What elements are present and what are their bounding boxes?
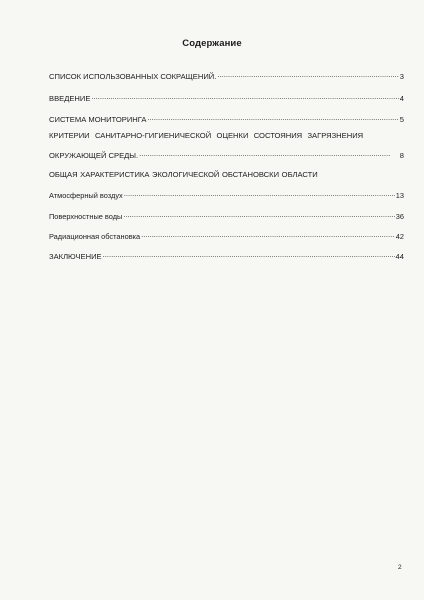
toc-entry-label: Радиационная обстановка <box>49 232 141 241</box>
page-number: 2 <box>398 564 402 571</box>
toc-entry-monitoring-system[interactable] <box>49 114 404 125</box>
toc-entry-page: 42 <box>395 232 404 241</box>
toc-entry-page: 4 <box>399 94 404 103</box>
toc-title: Содержание <box>182 38 242 49</box>
toc-entry-label: ОКРУЖАЮЩЕЙ СРЕДЫ. <box>49 151 139 160</box>
toc-entry-page: 5 <box>399 115 404 124</box>
toc-entry-label: СПИСОК ИСПОЛЬЗОВАННЫХ СОКРАЩЕНИЙ. <box>49 72 217 81</box>
toc-leader-dots <box>123 211 394 219</box>
toc-entry-label: ЗАКЛЮЧЕНИЕ <box>49 252 102 261</box>
toc-entry-radiation[interactable] <box>49 231 404 242</box>
toc-leader-dots <box>147 114 398 122</box>
toc-entry-page: 44 <box>395 252 404 261</box>
toc-entry-conclusion[interactable] <box>49 251 404 262</box>
toc-entry-page: 36 <box>395 212 404 221</box>
toc-entry-atmosphere[interactable] <box>49 190 404 201</box>
toc-entry-introduction[interactable] <box>49 93 404 104</box>
toc-leader-dots <box>217 71 398 79</box>
toc-entry-label: Атмосферный воздух <box>49 191 123 200</box>
toc-entry-surface-water[interactable] <box>49 211 404 222</box>
toc-entry-page: 8 <box>399 151 404 160</box>
toc-leader-dots <box>103 251 395 259</box>
toc-section-ecology[interactable]: ОБЩАЯ ХАРАКТЕРИСТИКА ЭКОЛОГИЧЕСКОЙ ОБСТАНОВСКИ ОБЛАСТИ <box>49 170 318 179</box>
toc-entry-label: ВВЕДЕНИЕ <box>49 94 91 103</box>
toc-entry-criteria[interactable] <box>49 150 404 161</box>
toc-leader-dots <box>124 190 395 198</box>
toc-entry-abbreviations[interactable] <box>49 71 404 82</box>
toc-leader-dots <box>139 150 391 158</box>
toc-entry-page: 13 <box>395 191 404 200</box>
toc-entry-page: 3 <box>399 72 404 81</box>
toc-entry-label: Поверхностные воды <box>49 212 123 221</box>
toc-entry-criteria-line1[interactable]: КРИТЕРИИ САНИТАРНО-ГИГИЕНИЧЕСКОЙ ОЦЕНКИ СОСТОЯНИЯ ЗАГРЯЗНЕНИЯ <box>49 131 364 140</box>
toc-entry-label: СИСТЕМА МОНИТОРИНГА <box>49 115 147 124</box>
toc-leader-dots <box>91 93 398 101</box>
toc-leader-dots <box>141 231 395 239</box>
